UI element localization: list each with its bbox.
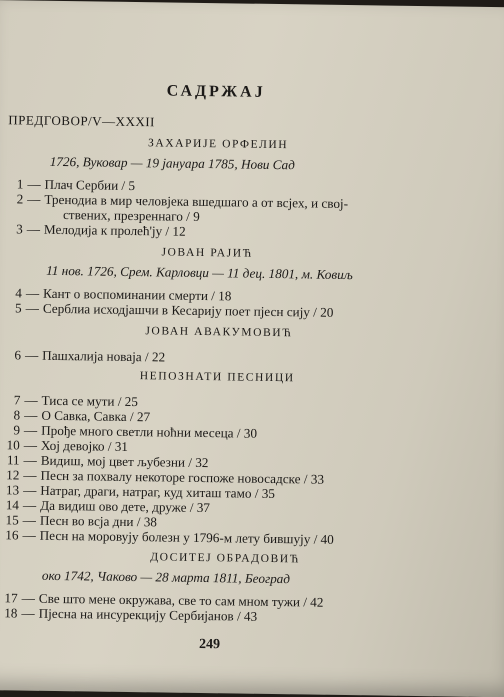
entry-number: 16 <box>5 527 19 543</box>
toc-entry: 18 — Пјесна на инсурекцију Сербијанов / 43 <box>1 605 257 625</box>
toc-entry: 6 — Пашхалија новаја / 22 <box>5 347 165 365</box>
entry-title: Кант о воспоминании смерти / 18 <box>42 285 232 304</box>
entry-number: 1 <box>16 176 24 192</box>
author-orfelin: ЗАХАРИЈЕ ОРФЕЛИН <box>147 137 289 152</box>
toc-entry: 9 — Прође много светли ноћни месеца / 30 <box>4 422 257 442</box>
entry-number: 4 <box>15 285 23 301</box>
entry-title: Натраг, драги, натраг, куд хиташ тамо / 35 <box>40 482 276 502</box>
entry-number: 13 <box>5 482 20 498</box>
author-rajic: ЈОВАН РАЈИЋ <box>161 246 253 260</box>
toc-entry: 4 — Кант о воспоминании смерти / 18 <box>6 285 232 304</box>
toc-entry: 16 — Песн на моровују болезн у 1796-м лету бившују / 40 <box>2 527 334 548</box>
toc-entry: 14 — Да видиш ово дете, друже / 37 <box>3 497 210 516</box>
page-number: 249 <box>198 636 221 653</box>
dates-rajic: 11 нов. 1726, Срем. Карловци — 11 дец. 1801, м. Ковиљ <box>46 262 353 283</box>
author-avakumovic: ЈОВАН АВАКУМОВИЋ <box>145 325 293 340</box>
toc-entry: 10 — Хој девојко / 31 <box>4 437 128 455</box>
author-unknown-poets: НЕПОЗНАТИ ПЕСНИЦИ <box>139 370 295 385</box>
dates-orfelin: 1726, Вуковар — 19 јануара 1785, Нови Сад <box>49 153 296 173</box>
entry-number: 5 <box>15 300 22 316</box>
toc-entry: 5 — Серблиа исходјашчи в Кесарију поет пјесн сију / 20 <box>6 300 334 321</box>
entry-number: 15 <box>5 512 19 528</box>
entry-title-line-2: ствених, презреннаго / 9 <box>62 207 200 224</box>
entry-title: Пјесна на инсурекцију Сербијанов / 43 <box>38 605 258 624</box>
entry-title: Видиш, мој цвет љубезни / 32 <box>40 452 209 471</box>
entry-title: Песн во всја дни / 38 <box>39 512 158 530</box>
entry-title: О Савка, Савка / 27 <box>41 407 151 425</box>
entry-title: Песн за похвалу некоторе госпоже новосадске / 33 <box>40 467 325 487</box>
entry-title: Мелодија к пролећ'ју / 12 <box>43 221 186 239</box>
entry-title: Пашхалија новаја / 22 <box>42 347 166 365</box>
entry-number: 18 <box>4 605 18 621</box>
toc-entry: 13 — Натраг, драги, натраг, куд хиташ тамо / 35 <box>3 482 275 502</box>
entry-title: Песн на моровују болезн у 1796-м лету бившују / 40 <box>39 527 334 547</box>
entry-number: 10 <box>6 437 20 453</box>
toc-entry: 1 — Плач Сербии / 5 <box>7 176 135 194</box>
entry-number: 12 <box>6 467 20 483</box>
entry-number: 2 <box>16 191 24 207</box>
preface-entry: ПРЕДГОВОР/V—XXXII <box>8 112 156 130</box>
author-obradovic: ДОСИТЕЈ ОБРАДОВИЋ <box>150 551 300 566</box>
toc-entry: 11 — Видиш, мој цвет љубезни / 32 <box>3 452 208 471</box>
entry-number: 14 <box>5 497 20 513</box>
toc-entry: 7 — Тиса се мути / 25 <box>4 392 138 410</box>
entry-title: Прође много светли ноћни месеца / 30 <box>41 422 258 441</box>
entry-title: Хој девојко / 31 <box>40 437 129 454</box>
toc-entry: 12 — Песн за похвалу некоторе госпоже новосадске / 33 <box>3 467 324 487</box>
entry-number: 9 <box>13 422 21 438</box>
table-of-contents <box>4 0 490 653</box>
entry-title: Тиса се мути / 25 <box>41 392 139 410</box>
entry-title: Да видиш ово дете, друже / 37 <box>40 497 211 516</box>
toc-entry: 3 — Мелодија к пролећ'ју / 12 <box>7 221 186 239</box>
contents-heading: САДРЖАЈ <box>166 82 266 101</box>
entry-number: 7 <box>13 392 21 408</box>
dates-obradovic: око 1742, Чаково — 28 марта 1811, Београд <box>41 567 291 587</box>
entry-number: 6 <box>14 347 22 363</box>
entry-number: 3 <box>16 221 23 237</box>
entry-number: 17 <box>4 590 18 606</box>
entry-number: 8 <box>13 407 21 423</box>
entry-title: Плач Сербии / 5 <box>44 176 136 194</box>
toc-entry: 8 — О Савка, Савка / 27 <box>4 407 150 425</box>
entry-number: 11 <box>6 452 20 468</box>
toc-entry: 17 — Све што мене окружава, све то сам мном тужи / 42 <box>2 590 324 610</box>
toc-entry: 2 — Тренодиа в мир человјека вшедшаго а от всјех, и свој- <box>7 191 348 212</box>
entry-title: Серблиа исходјашчи в Кесарију поет пјесн сију / 20 <box>42 300 334 320</box>
toc-entry: 15 — Песн во всја дни / 38 <box>3 512 157 530</box>
entry-title: Све што мене окружава, све то сам мном тужи / 42 <box>38 590 324 610</box>
entry-title-line-1: Тренодиа в мир человјека вшедшаго а от всјех, и свој- <box>44 191 349 212</box>
